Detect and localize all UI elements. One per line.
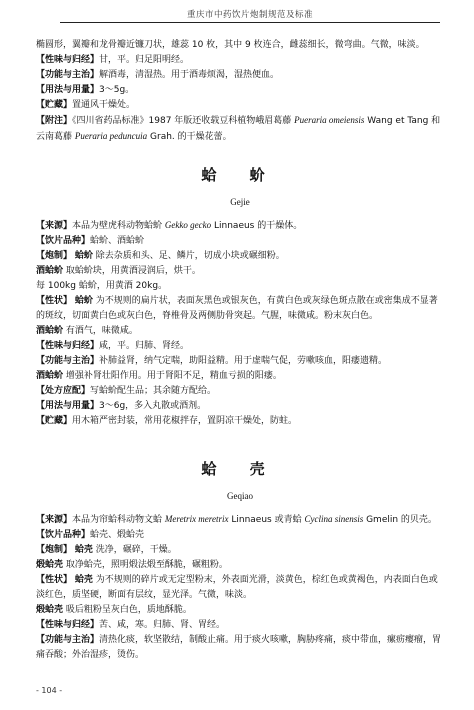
text: 为不规则的碎片或无定型粉末，外表面光滑，淡黄色，棕红色或黄褐色，内表面白色或淡红色，质坚硬，断面有层纹，显光泽。气微，味淡。 — [36, 575, 438, 600]
page-body — [36, 38, 444, 663]
label: 【附注】 — [36, 116, 73, 126]
entry-variety — [36, 234, 444, 249]
entry-characters — [36, 573, 444, 603]
label: 【功能与主治】 — [36, 356, 100, 366]
label: 【性状】 — [36, 575, 73, 585]
text: 3～5g。 — [99, 85, 135, 95]
label: 【用法与用量】 — [36, 85, 100, 95]
entry-characters-calcined — [36, 603, 444, 618]
entry-dosage — [36, 83, 444, 98]
label: 【性味与归经】 — [36, 341, 100, 351]
sub-label: 酒蛤蚧 — [36, 266, 64, 276]
label: 【来源】 — [36, 221, 73, 231]
label: 【功能与主治】 — [36, 70, 100, 80]
text: Wang et Tang 和云南葛藤 — [36, 116, 441, 142]
latin-name: Meretrix meretrix — [164, 514, 229, 524]
sub-label: 蛤蚧 — [74, 251, 93, 261]
latin-name: Pueraria peduncuia — [74, 131, 148, 141]
entry-dosage — [36, 399, 444, 414]
text: 蛤壳、煅蛤壳 — [90, 530, 145, 540]
label: 【贮藏】 — [36, 100, 73, 110]
text: 《四川省药品标准》1987 年版还收载豆科植物峨眉葛藤 — [72, 116, 292, 126]
entry-prescription — [36, 384, 444, 399]
label: 【饮片品种】 — [36, 236, 91, 246]
text: 取蛤蚧块，用黄酒浸润后，烘干。 — [65, 266, 201, 276]
header-rule — [60, 22, 440, 23]
text: 吸后粗粉呈灰白色，质地酥脆。 — [65, 605, 192, 615]
text: 写蛤蚧配生品；其余随方配给。 — [90, 386, 217, 396]
text: 3～6g，多入丸散或酒剂。 — [99, 401, 207, 411]
text: 解酒毒，清湿热。用于酒毒烦渴，湿热便血。 — [99, 70, 280, 80]
latin-name: Pueraria omeiensis — [294, 115, 365, 125]
label: 【性味与归经】 — [36, 620, 100, 630]
entry-variety — [36, 528, 444, 543]
label: 【炮制】 — [36, 251, 73, 261]
entry-source — [36, 218, 444, 234]
text: 有酒气，味微咸。 — [65, 326, 138, 336]
text: 甘，平。归足阳明经。 — [99, 55, 190, 65]
entry-function — [36, 633, 444, 663]
entry-processing — [36, 249, 444, 264]
entry-taste — [36, 618, 444, 633]
text: 洗净，碾碎，干燥。 — [95, 545, 177, 555]
entry-function — [36, 68, 444, 83]
label: 【炮制】 — [36, 545, 73, 555]
monograph-title-gejie: 蛤 蚧 — [201, 166, 279, 184]
label: 【饮片品种】 — [36, 530, 91, 540]
text: 除去杂质和头、足、鳞片，切成小块或碾细粉。 — [95, 251, 285, 261]
text: 咸，平。归肺、肾经。 — [99, 341, 190, 351]
entry-taste — [36, 53, 444, 68]
label: 【性状】 — [36, 296, 73, 306]
entry-processing — [36, 543, 444, 558]
sub-label: 蛤壳 — [74, 575, 93, 585]
monograph-title-geqiao: 蛤 壳 — [201, 460, 279, 478]
entry-processing-calcined — [36, 558, 444, 573]
latin-name: Cyclina sinensis — [304, 514, 364, 524]
label: 【来源】 — [36, 515, 73, 525]
text: 清热化痰，软坚散结，制酸止痛。用于痰火咳嗽，胸胁疼痛，痰中带血，瘰疬瘿瘤，胃痛吞酸；外治湿疹，烫伤。 — [36, 635, 442, 660]
text: Gmelin 的贝壳。 — [366, 515, 437, 525]
entry-storage — [36, 98, 444, 113]
running-header: 重庆市中药饮片炮制规范及标准 — [186, 10, 313, 20]
continuation-text: 椭圆形，翼瓣和龙骨瓣近镰刀状，雄蕊 10 枚，其中 9 枚连合，雌蕊细长，微弯曲。气微，味淡。 — [36, 40, 425, 50]
text: 增强补肾壮阳作用。用于肾阳不足，精血亏损的阳痿。 — [65, 371, 282, 381]
monograph-pinyin-geqiao: Geqiao — [227, 491, 253, 501]
text: 苦、咸，寒。归肺、肾、胃经。 — [99, 620, 226, 630]
sub-label: 煅蛤壳 — [36, 560, 64, 570]
label: 【贮藏】 — [36, 416, 73, 426]
label: 【功能与主治】 — [36, 635, 100, 645]
text: 置通风干燥处。 — [72, 100, 136, 110]
entry-processing-wine — [36, 264, 444, 279]
text: Linnaeus 或青蛤 — [231, 515, 302, 525]
latin-name: Gekko gecko — [164, 220, 212, 230]
text: Grah. 的干燥花蕾。 — [150, 132, 232, 142]
text: 本品为壁虎科动物蛤蚧 — [72, 221, 163, 231]
label: 【用法与用量】 — [36, 401, 100, 411]
label: 【处方应配】 — [36, 386, 91, 396]
entry-storage — [36, 414, 444, 429]
entry-taste — [36, 339, 444, 354]
text: 用木箱严密封装，常用花椒拌存，置阴凉干燥处，防蛀。 — [72, 416, 298, 426]
entry-characters — [36, 294, 444, 324]
sub-label: 蛤蚧 — [74, 296, 93, 306]
text: 本品为帘蛤科动物文蛤 — [72, 515, 163, 525]
entry-function — [36, 354, 444, 369]
entry-processing-ratio: 每 100kg 蛤蚧，用黄酒 20kg。 — [36, 281, 168, 291]
label: 【性味与归经】 — [36, 55, 100, 65]
text: 为不规则的扁片状，表面灰黑色或银灰色，有黄白色或灰绿色斑点散在或密集成不显著的斑纹，切面黄白色或灰白色，脊椎骨及两侧肋骨突起。气腥，味微咸。粉末灰白色。 — [36, 296, 438, 321]
entry-source — [36, 512, 444, 528]
text: 取净蛤壳，照明煅法煅至酥脆，碾粗粉。 — [65, 560, 228, 570]
text: Linnaeus 的干燥体。 — [214, 221, 303, 231]
sub-label: 煅蛤壳 — [36, 605, 64, 615]
monograph-pinyin-gejie: Gejie — [230, 197, 250, 207]
entry-characters-wine — [36, 324, 444, 339]
sub-label: 蛤壳 — [74, 545, 93, 555]
entry-function-wine — [36, 369, 444, 384]
sub-label: 酒蛤蚧 — [36, 326, 64, 336]
sub-label: 酒蛤蚧 — [36, 371, 64, 381]
entry-note — [36, 113, 444, 145]
page-number: - 104 - — [36, 686, 63, 695]
text: 蛤蚧、酒蛤蚧 — [90, 236, 145, 246]
text: 补肺益肾，纳气定喘，助阳益精。用于虚喘气促，劳嗽咳血，阳痿遗精。 — [99, 356, 388, 366]
